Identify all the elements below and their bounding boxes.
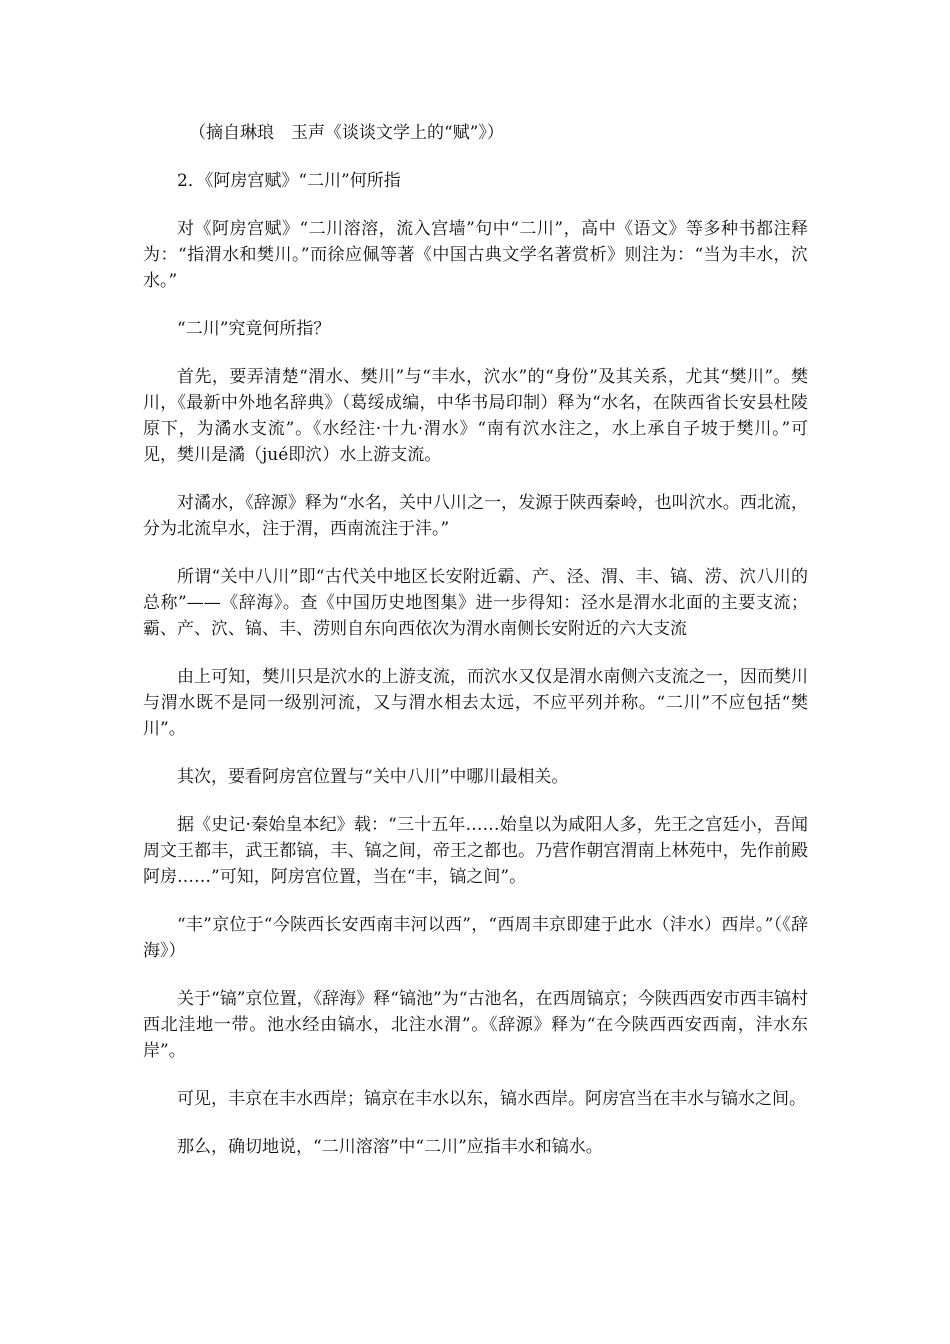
paragraph-annotation-note: 对《阿房宫赋》“二川溶溶，流入宫墙”句中“二川”，高中《语文》等多种书都注释为：“指渭水和樊川。”而徐应佩等著《中国古典文学名著赏析》则注为：“当为丰水，泬水。”: [143, 219, 808, 291]
paragraph-question: “二川”究竟何所指？: [177, 319, 331, 339]
paragraph-feng-location: “丰”京位于“今陕西长安西南丰河以西”，“西周丰京即建于此水（沣水）西岸。”（《辞海》）: [143, 915, 808, 961]
section-title: 2．《阿房宫赋》“二川”何所指: [177, 171, 401, 191]
paragraph-site-summary: 可见，丰京在丰水西岸；镐京在丰水以东，镐水西岸。阿房宫当在丰水与镐水之间。: [177, 1089, 806, 1109]
document-body: [143, 120, 808, 1182]
paragraph-hao-location: 关于“镐”京位置，《辞海》释“镐池”为“古池名，在西周镐京；今陕西西安市西丰镐村西北洼地一带。池水经由镐水，北注水渭”。《辞源》释为“在今陕西西安西南，沣水东岸”。: [143, 989, 808, 1061]
paragraph-conclusion-fanchuan: 由上可知，樊川只是泬水的上游支流，而泬水又仅是渭水南侧六支流之一，因而樊川与渭水既不是同一级别河流，又与渭水相去太远，不应平列并称。“二川”不应包括“樊川”。: [143, 667, 808, 739]
paragraph-shiji-citation: 据《史记·秦始皇本纪》载：“三十五年……始皇以为咸阳人多，先王之宫廷小，吾闻周文王都丰，武王都镐，丰、镐之间，帝王之都也。乃营作朝宫渭南上林苑中，先作前殿阿房……”可知，阿房宫位置，当在“丰，镐之间”。: [143, 815, 808, 887]
paragraph-location-question: 其次，要看阿房宫位置与“关中八川”中哪川最相关。: [177, 767, 569, 787]
source-citation: （摘自琳琅 玉声《谈谈文学上的“赋”》）: [189, 123, 504, 143]
paragraph-final-conclusion: 那么，确切地说，“二川溶溶”中“二川”应指丰水和镐水。: [177, 1137, 603, 1157]
paragraph-fanchuan-identity: 首先，要弄清楚“渭水、樊川”与“丰水，泬水”的“身份”及其关系，尤其“樊川”。樊川，《最新中外地名辞典》（葛绥成编，中华书局印制）释为“水名，在陕西省长安县杜陵原下，为潏水支流”。《水经注·十九·渭水》“南有泬水注之，水上承自子坡于樊川。”可见，樊川是潏（jué即泬）水上游支流。: [143, 367, 808, 465]
paragraph-eight-rivers: 所谓“关中八川”即“古代关中地区长安附近霸、产、泾、渭、丰、镐、涝、泬八川的总称”——《辞海》。查《中国历史地图集》进一步得知：泾水是渭水北面的主要支流；霸、产、泬、镐、丰、涝则自东向西依次为渭水南侧长安附近的六大支流: [143, 567, 808, 639]
paragraph-jueshui-definition: 对潏水，《辞源》释为“水名，关中八川之一，发源于陕西秦岭，也叫泬水。西北流，分为北流皁水，注于渭，西南流注于沣。”: [143, 493, 808, 539]
